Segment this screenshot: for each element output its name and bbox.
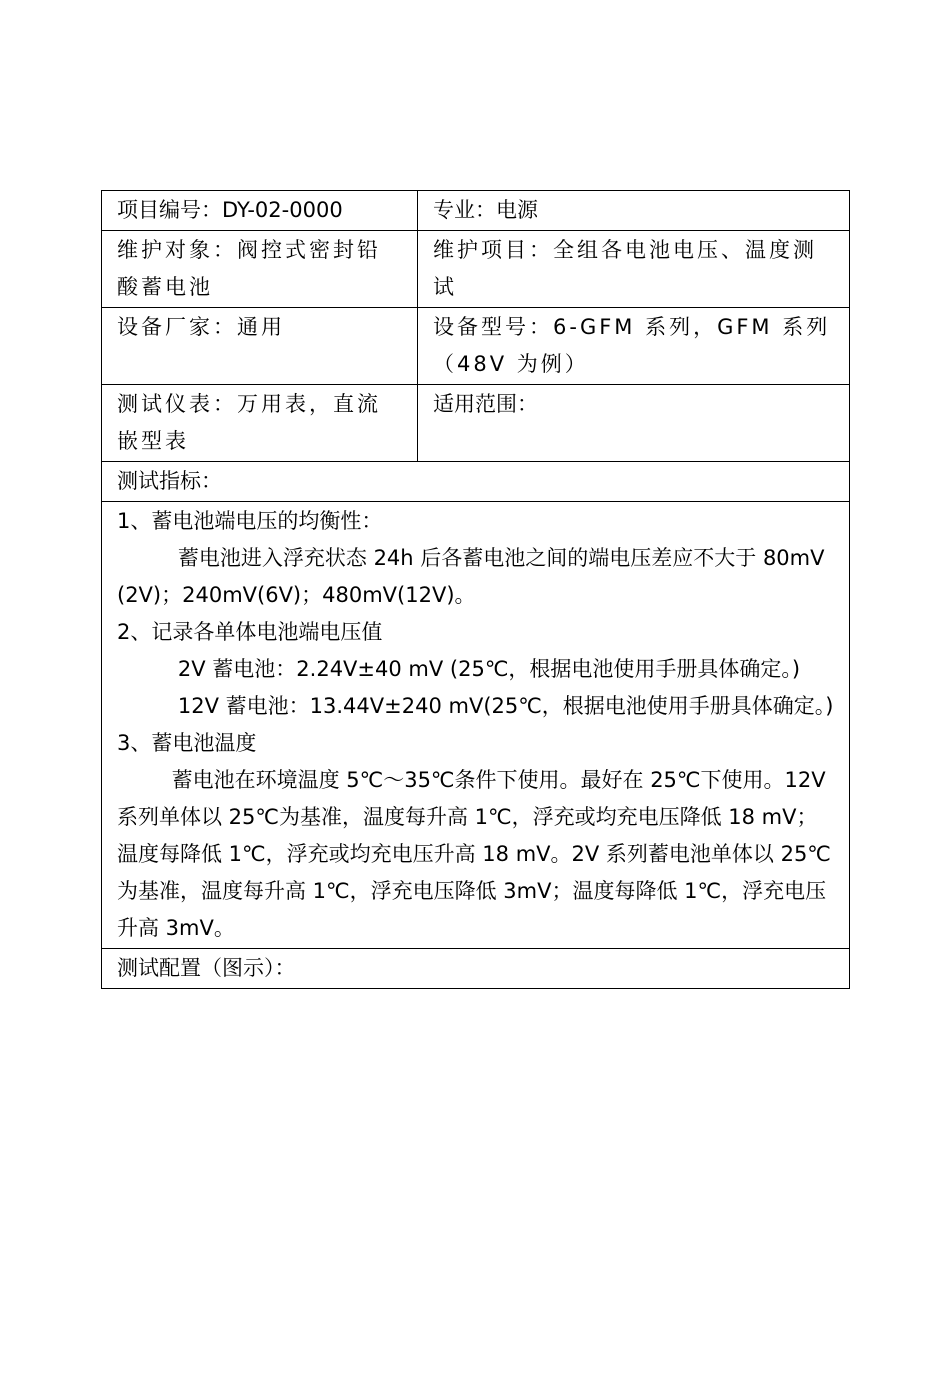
row-maintenance [102, 231, 850, 308]
row-project [102, 191, 850, 231]
row-instrument [102, 385, 850, 462]
maintenance-object-cell: 维护对象：阀控式密封铅酸蓄电池 [102, 231, 418, 308]
config-label-cell: 测试配置（图示）： [102, 949, 850, 989]
row-indicators [102, 502, 850, 949]
indicator-1-body: 蓄电池进入浮充状态 24h 后各蓄电池之间的端电压差应不大于 80mV(2V)；240mV(6V)；480mV(12V)。 [117, 546, 825, 607]
indicator-3-title: 3、蓄电池温度 [117, 731, 257, 755]
maintenance-form-table [101, 190, 850, 989]
scope-cell: 适用范围： [418, 385, 850, 462]
row-config [102, 949, 850, 989]
indicator-1-title: 1、蓄电池端电压的均衡性： [117, 509, 383, 533]
indicator-2-title: 2、记录各单体电池端电压值 [117, 620, 383, 644]
indicator-3-body: 蓄电池在环境温度 5℃～35℃条件下使用。最好在 25℃下使用。12V 系列单体以 25℃为基准，温度每升高 1℃，浮充或均充电压降低 18 mV；温度每降低 1℃，浮充或均充电压升高 18 mV。2V 系列蓄电池单体以 25℃为基准，温度每升高 1℃，浮充电压降低 3mV；温度每降低 1℃，浮充电压升高 3mV。 [117, 768, 831, 940]
instrument-cell: 测试仪表：万用表，直流嵌型表 [102, 385, 418, 462]
indicator-2-body-2v: 2V 蓄电池：2.24V±40 mV (25℃，根据电池使用手册具体确定。) [177, 657, 801, 681]
maintenance-item-cell: 维护项目：全组各电池电压、温度测试 [418, 231, 850, 308]
indicators-content-cell [102, 502, 850, 949]
indicators-label-cell: 测试指标： [102, 462, 850, 502]
indicator-2-body-12v: 12V 蓄电池：13.44V±240 mV(25℃，根据电池使用手册具体确定。) [177, 694, 834, 718]
manufacturer-cell: 设备厂家：通用 [102, 308, 418, 385]
row-indicators-label [102, 462, 850, 502]
specialty-cell: 专业：电源 [418, 191, 850, 231]
row-equipment [102, 308, 850, 385]
project-number-cell: 项目编号：DY-02-0000 [102, 191, 418, 231]
model-cell: 设备型号：6-GFM 系列，GFM 系列（48V 为例） [418, 308, 850, 385]
